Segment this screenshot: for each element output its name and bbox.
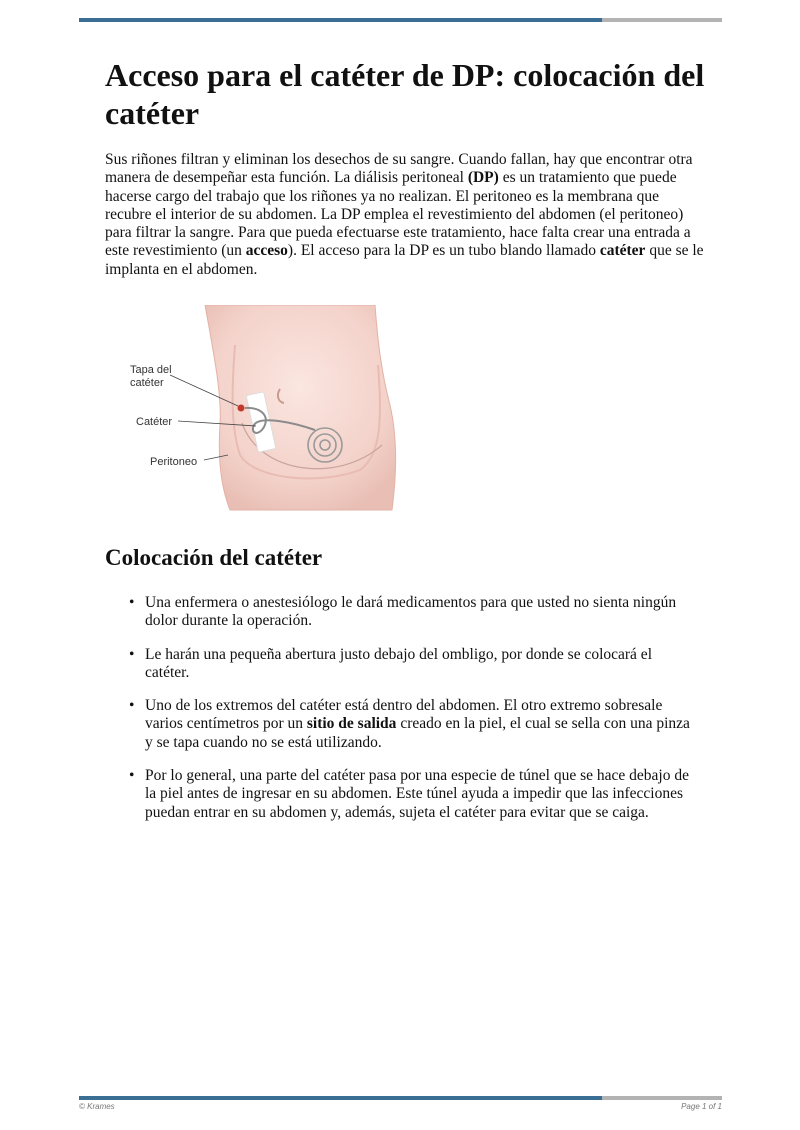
bullet-icon: • (129, 767, 135, 785)
bullet-icon: • (129, 645, 135, 663)
bold-term: (DP) (467, 169, 499, 187)
catheter-cap-marker (238, 405, 245, 412)
text-run: creado en la piel, el cual se sella con una pinza y se tapa cuando no se está utilizando. (145, 715, 690, 751)
catheter-illustration (120, 305, 400, 515)
label-peritoneum: Peritoneo (150, 456, 198, 468)
bullet-icon: • (129, 594, 135, 611)
label-catheter: Catéter (136, 416, 173, 428)
bullet-icon: • (129, 697, 135, 715)
text-run: Una enfermera o anestesiólogo le dará medicamentos para que usted no sienta ningún dolor durante la operación. (145, 594, 677, 630)
text-run: Por lo general, una parte del catéter pasa por una especie de túnel que se hace debajo de la piel antes de ingresar en su abdomen. Este túnel ayuda a impedir que las infecciones puedan entrar en su abdomen y, además, sujeta el catéter para evitar que se caiga. (145, 767, 689, 821)
footer-page-number: Page 1 of 1 (681, 1102, 722, 1111)
label-catheter-cap-line1: Tapa del (130, 364, 172, 376)
section-heading: Colocación del catéter (105, 545, 323, 570)
list-item (105, 767, 695, 822)
header-rule (79, 18, 722, 22)
bold-term: acceso (245, 242, 288, 260)
list-item (105, 697, 695, 752)
text-run: Uno de los extremos del catéter está dentro del abdomen. El otro extremo sobresale varios centímetros por un (145, 697, 663, 733)
intro-paragraph (105, 151, 705, 279)
list-item (105, 594, 695, 631)
text-run: es un tratamiento que puede hacerse cargo del trabajo que los riñones ya no realizan. El peritoneo es la membrana que recubre el interior de su abdomen. La DP emplea el revestimiento del abdomen (el peritoneo) para filtrar la sangre. Para que pueda efectuarse este tratamiento, hace falta crear una entrada a este revestimiento (un (105, 169, 691, 260)
text-run: Le harán una pequeña abertura justo debajo del ombligo, por donde se colocará el catéter. (145, 645, 652, 681)
bullet-list (105, 594, 695, 837)
footer-copyright: © Krames (79, 1102, 115, 1111)
bold-term: catéter (599, 242, 646, 260)
text-run: ). El acceso para la DP es un tubo blando llamado (287, 242, 600, 260)
footer-rule (79, 1096, 722, 1100)
page-title: Acceso para el catéter de DP: colocación del catéter (105, 57, 705, 131)
text-run: que se le implanta en el abdomen. (105, 242, 704, 278)
list-item (105, 646, 695, 683)
text-run: Sus riñones filtran y eliminan los desechos de su sangre. Cuando fallan, hay que encontrar otra manera de desempeñar esta función. La diálisis peritoneal (105, 151, 693, 187)
label-catheter-cap-line2: catéter (130, 377, 164, 389)
bold-term: sitio de salida (306, 715, 397, 733)
